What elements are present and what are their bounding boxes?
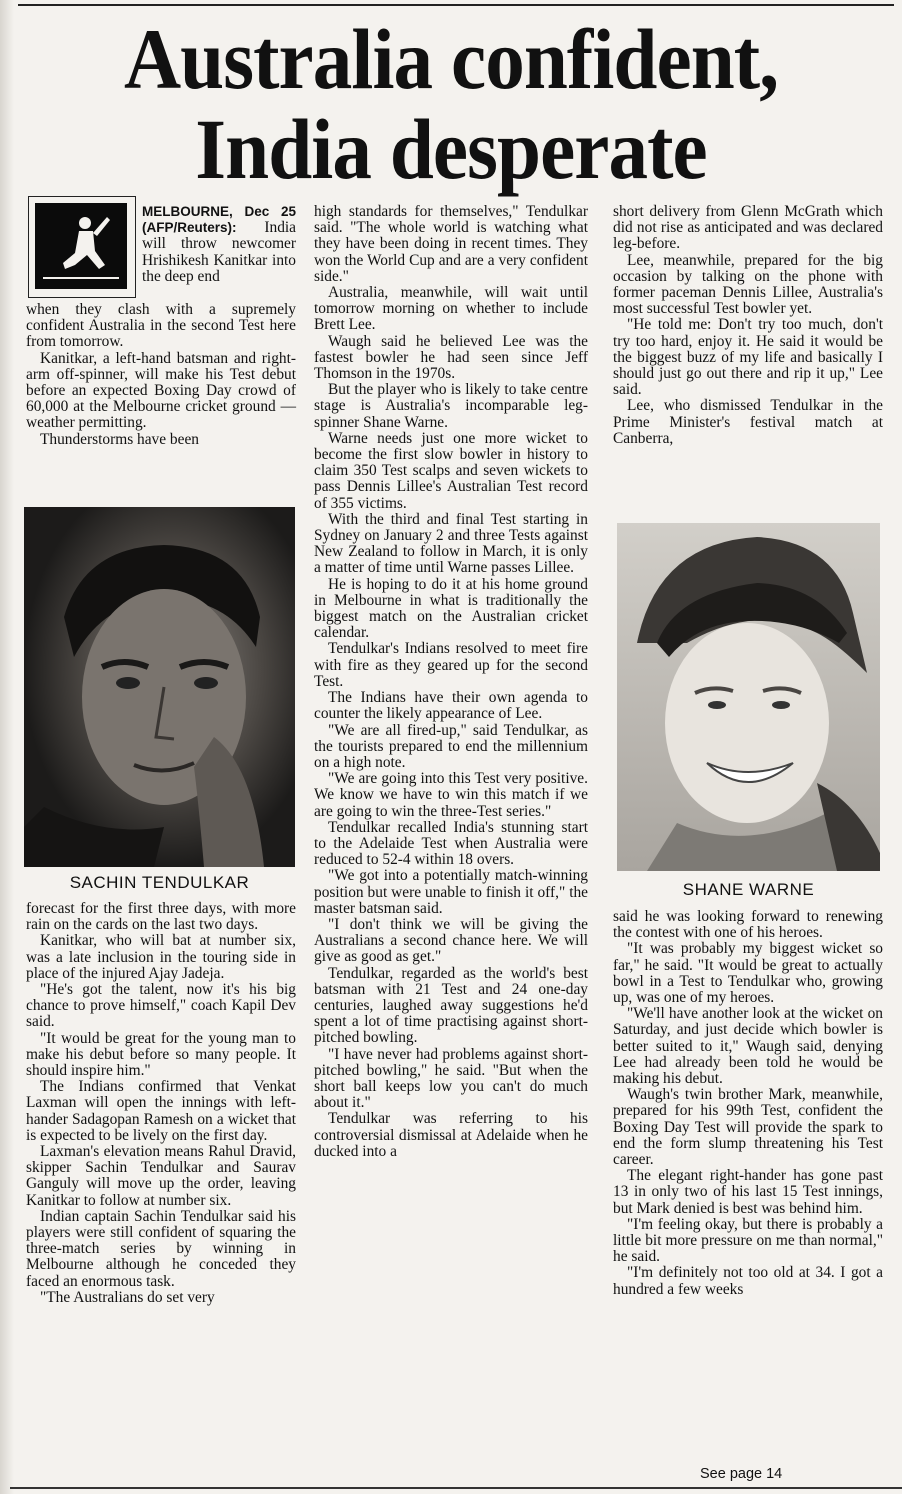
paragraph: But the player who is likely to take centre stage is Australia's incomparable leg-spinner Shane Warne. (314, 381, 588, 431)
column-3-bottom (613, 909, 883, 1298)
paragraph: short delivery from Glenn McGrath which did not rise as anticipated and was declared leg-before. (613, 203, 883, 253)
paragraph: Thunderstorms have been (40, 430, 199, 448)
bottom-rule (10, 1487, 902, 1489)
paragraph: "I'm feeling okay, but there is probably a little bit more pressure on me than normal," he said. (613, 1215, 883, 1266)
column-1-top (26, 302, 296, 448)
paragraph: "He's got the talent, now it's his big chance to prove himself," coach Kapil Dev said. (26, 981, 296, 1031)
headline-line-2: India desperate (195, 101, 707, 197)
photo-caption: SACHIN TENDULKAR (69, 873, 250, 892)
paragraph: Warne needs just one more wicket to become the first slow bowler in history to claim 350 Test scalps and seven wickets to pass Dennis Lillee's Australian Test record of 355 victims. (314, 429, 588, 512)
paragraph: "I don't think we will be giving the Australians a second chance here. We will give as good as get." (314, 915, 588, 966)
paragraph: Waugh said he believed Lee was the fastest bowler he had seen since Jeff Thomson in the 1970s. (314, 332, 588, 383)
paragraph: "We are all fired-up," said Tendulkar, as the tourists prepared to end the millennium on a high note. (314, 721, 588, 771)
paragraph: Lee, who dismissed Tendulkar in the Prime Minister's festival match at Canberra, (613, 397, 883, 447)
page-edge (0, 0, 14, 1494)
paragraph: Tendulkar recalled India's stunning start to the Adelaide Test when Australia were reduced to 52-4 within 18 overs. (314, 818, 588, 869)
paragraph: With the third and final Test starting in Sydney on January 2 and three Tests against New Zealand to follow in March, it is only a matter of time until Warne passes Lillee. (314, 510, 588, 577)
paragraph: Waugh's twin brother Mark, meanwhile, prepared for his 99th Test, confident the Boxing Day Test will provide the spark to end the form slump threatening his Test career. (613, 1086, 883, 1169)
paragraph: "He told me: Don't try too much, don't try too hard, enjoy it. He said it would be the biggest buzz of my life and basically I should just go out there and rip it up," Lee said. (613, 316, 883, 399)
dateline: MELBOURNE, Dec 25 (AFP/Reuters): (142, 204, 296, 236)
paragraph: Australia, meanwhile, will wait until tomorrow morning on whether to include Brett Lee. (314, 284, 588, 334)
photo-shane-warne (617, 523, 880, 871)
paragraph: "It was probably my biggest wicket so far," he said. "It would be great to actually bowl in a Test to Tendulkar who, growing up, was one of my heroes. (613, 940, 883, 1007)
paragraph: Kanitkar, a left-hand batsman and right-arm off-spinner, will make his Test debut before an expected Boxing Day crowd of 60,000 at the Melbourne cricket ground — weather permitting. (26, 349, 296, 432)
paragraph: said he was looking forward to renewing the contest with one of his heroes. (613, 908, 883, 942)
paragraph: "It would be great for the young man to make his debut before so many people. It should inspire him." (26, 1029, 296, 1080)
paragraph: "We are going into this Test very positive. We know we have to win this match if we are going to win the three-Test series." (314, 770, 588, 820)
paragraph: high standards for themselves," Tendulkar said. "The whole world is watching what they have been doing in recent times. They won the World Cup and are a very confident side." (314, 203, 588, 285)
photo-sachin-tendulkar (24, 507, 295, 867)
paragraph: Tendulkar's Indians resolved to meet fire with fire as they geared up for the second Test. (314, 640, 588, 690)
paragraph: "I'm definitely not too old at 34. I got a hundred a few weeks (613, 1264, 883, 1298)
paragraph: "I have never had problems against short-pitched bowling," he said. "But when the short ball keeps low you can't do much about it." (314, 1045, 588, 1112)
paragraph: Laxman's elevation means Rahul Dravid, skipper Sachin Tendulkar and Saurav Ganguly will move up the order, leaving Kanitkar to follow at number six. (26, 1143, 296, 1209)
paragraph: Lee, meanwhile, prepared for the big occasion by talking on the phone with former paceman Dennis Lillee, Australia's most successful Test bowler yet. (613, 251, 883, 318)
paragraph: "The Australians do set very (40, 1288, 215, 1306)
photo-caption: SHANE WARNE (682, 880, 815, 899)
paragraph: "We'll have another look at the wicket on Saturday, and just decide which bowler is better suited to it," Waugh said, denying Lee had already been told he would be making his debut. (613, 1005, 883, 1088)
lead-text: India will throw newcomer Hrishikesh Kanitkar into the deep end (142, 219, 296, 285)
top-rule (18, 4, 894, 6)
paragraph: Tendulkar was referring to his controversial dismissal at Adelaide when he ducked into a (314, 1110, 588, 1160)
paragraph: The Indians confirmed that Venkat Laxman will open the innings with left-hander Sadagopan Ramesh on a wicket that is expected to be lively on the first day. (26, 1078, 296, 1144)
cricket-batsman-icon (35, 203, 127, 289)
paragraph: Tendulkar, regarded as the world's best batsman with 21 Test and 24 one-day centuries, laughed away suggestions he'd spent a lot of time practising against short-pitched bowling. (314, 964, 588, 1047)
paragraph: Kanitkar, who will bat at number six, was a late inclusion in the touring side in place of the injured Ajay Jadeja. (26, 932, 296, 982)
paragraph: "We got into a potentially match-winning position but were unable to finish it off," the master batsman said. (314, 867, 588, 917)
column-2 (314, 204, 588, 1160)
paragraph: forecast for the first three days, with more rain on the cards on the last two days. (26, 900, 296, 934)
headline-line-1: Australia confident, (123, 11, 779, 107)
article-lead (142, 204, 296, 285)
column-3-top (613, 204, 883, 447)
paragraph: He is hoping to do it at his home ground in Melbourne in what is traditionally the biggest match on the Australian cricket calendar. (314, 575, 588, 642)
continued-reference: See page 14 (700, 1466, 783, 1482)
section-logo (28, 196, 136, 298)
paragraph: when they clash with a supremely confident Australia in the second Test here from tomorrow. (26, 301, 296, 351)
paragraph: Indian captain Sachin Tendulkar said his players were still confident of squaring the three-match series by winning in Melbourne although he conceded they faced an enormous task. (26, 1207, 296, 1290)
paragraph: The elegant right-hander has gone past 13 in only two of his last 15 Test innings, but Mark denied is best was behind him. (613, 1167, 883, 1217)
paragraph: The Indians have their own agenda to counter the likely appearance of Lee. (314, 689, 588, 723)
column-1-bottom (26, 901, 296, 1306)
